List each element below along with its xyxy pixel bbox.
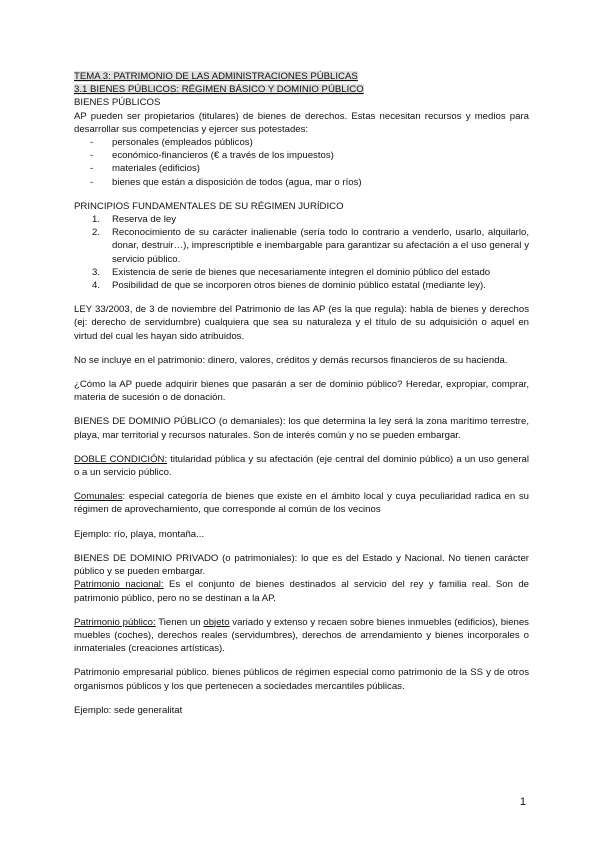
list-item: - materiales (edificios) [90, 162, 529, 175]
chapter-title: TEMA 3: PATRIMONIO DE LAS ADMINISTRACIONES PÚBLICAS [74, 71, 358, 82]
bienes-list [74, 136, 529, 189]
list-item: 4. Posibilidad de que se incorporen otros bienes de dominio público estatal (mediante ley). [92, 280, 486, 292]
ley-paragraph: LEY 33/2003, de 3 de noviembre del Patrimonio de las AP (es la que regula): habla de bienes y derechos (ej: derecho de servidumbre) cualquiera que sea su naturaleza y el título de su adquisición o aquel en virtud del cual les hayan sido atribuidos. [74, 304, 529, 342]
bienes-intro: AP pueden ser propietarios (titulares) de bienes de derechos. Estas necesitan recursos y medios para desarrollar sus competencias y ejercer sus potestades: [74, 110, 529, 135]
comunales-paragraph: Comunales: especial categoría de bienes que existe en el ámbito local y cuya peculiaridad radica en su régimen de aprovechamiento, que corresponde al común de los vecinos [74, 491, 529, 516]
dominio-publico-paragraph: BIENES DE DOMINIO PÚBLICO (o demaniales): los que determina la ley será la zona marítimo terrestre, playa, mar territorial y recursos naturales. Son de interés común y no se pueden embargar. [74, 416, 529, 441]
list-item: - personales (empleados públicos) [90, 136, 529, 149]
list-item: 3. Existencia de serie de bienes que necesariamente integren el dominio público del estado [92, 266, 491, 278]
page-number: 1 [519, 796, 526, 808]
document-page [74, 70, 529, 717]
dominio-privado-paragraph: BIENES DE DOMINIO PRIVADO (o patrimoniales): lo que es del Estado y Nacional. No tienen carácter público y se pueden embargar. [74, 552, 529, 578]
list-item: - bienes que están a disposición de todos (agua, mar o ríos) [90, 176, 529, 189]
ejemplo-sede-paragraph: Ejemplo: sede generalitat [74, 704, 183, 716]
list-item: 2. Reconocimiento de su carácter inalienable (sería todo lo contrario a venderlo, usarlo, alquilarlo, donar, destruir…), imprescriptible e inembargable para garantizar su afectación a el uso general y servicio público. [92, 227, 529, 265]
no-incluye-paragraph: No se incluye en el patrimonio: dinero, valores, créditos y demás recursos financieros de su hacienda. [74, 354, 508, 366]
pregunta-paragraph: ¿Cómo la AP puede adquirir bienes que pasarán a ser de dominio público? Heredar, expropiar, comprar, materia de sucesión o de donación. [74, 379, 529, 404]
doble-condicion-paragraph: DOBLE CONDICIÓN: titularidad pública y su afectación (eje central del dominio público) a un uso general o a un servicio público. [74, 453, 529, 479]
bienes-heading: BIENES PÚBLICOS [74, 97, 161, 109]
patrimonio-nacional-paragraph: Patrimonio nacional: Es el conjunto de bienes destinados al servicio del rey y familia real. Son de patrimonio público, pero no se destinan a la AP. [74, 579, 529, 604]
principios-list [74, 213, 529, 292]
principios-heading: PRINCIPIOS FUNDAMENTALES DE SU RÉGIMEN JURÍDICO [74, 200, 344, 212]
patrimonio-publico-paragraph: Patrimonio público: Tienen un objeto variado y extenso y recaen sobre bienes inmuebles (edificios), bienes muebles (coches), derechos reales (servidumbres), derechos de arrendamiento y bienes incorporales o inmateriales (creaciones artísticas). [74, 616, 529, 655]
list-item: 1. Reserva de ley [92, 214, 176, 226]
list-item: - económico-financieros (€ a través de los impuestos) [90, 149, 529, 162]
section-title: 3.1 BIENES PÚBLICOS: RÉGIMEN BÁSICO Y DOMINIO PÚBLICO [74, 84, 364, 96]
patrimonio-empresarial-paragraph: Patrimonio empresarial público. bienes públicos de régimen especial como patrimonio de la SS y de otros organismos públicos y los que pertenecen a sociedades mercantiles públicas. [74, 667, 529, 692]
ejemplo-paragraph: Ejemplo: río, playa, montaña... [74, 528, 205, 540]
